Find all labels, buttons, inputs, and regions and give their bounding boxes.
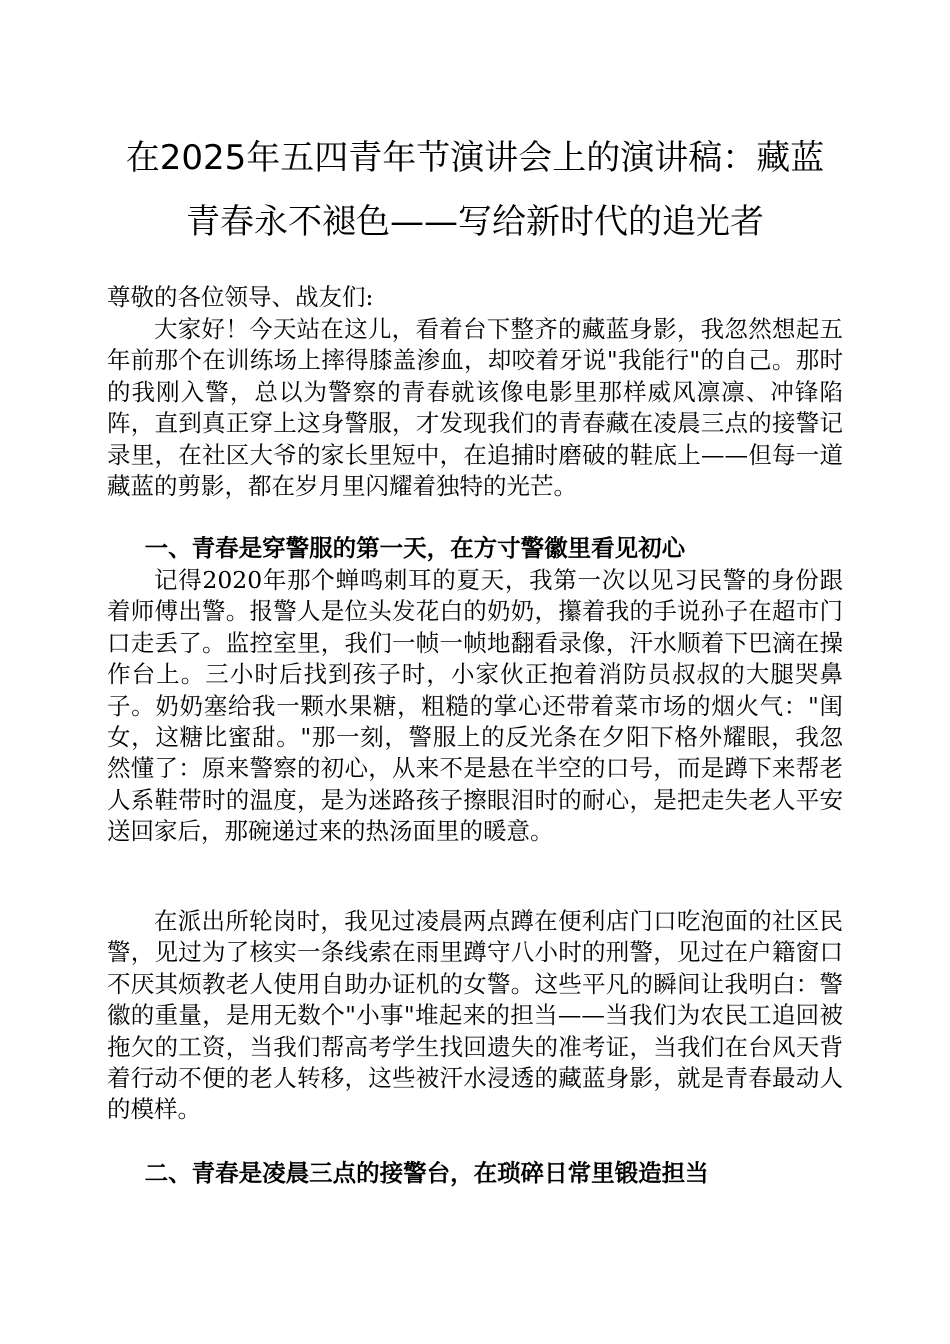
document-title-line-2: 青春永不褪色——写给新时代的追光者 xyxy=(186,202,764,242)
section1-paragraph-2: 在派出所轮岗时，我见过凌晨两点蹲在便利店门口吃泡面的社区民警，见过为了核实一条线索在雨里蹲守八小时的刑警，见过在户籍窗口不厌其烦教老人使用自助办证机的女警。这些平凡的瞬间让我明白：警徽的重量，是用无数个"小事"堆起来的担当——当我们为农民工追回被拖欠的工资，当我们帮高考学生找回遗失的准考证，当我们在台风天背着行动不便的老人转移，这些被汗水浸透的藏蓝身影，就是青春最动人的模样。 xyxy=(107,907,843,1124)
section-heading-1: 一、青春是穿警服的第一天，在方寸警徽里看见初心 xyxy=(144,534,686,562)
intro-paragraph: 大家好！今天站在这儿，看着台下整齐的藏蓝身影，我忽然想起五年前那个在训练场上摔得膝盖渗血，却咬着牙说"我能行"的自己。那时的我刚入警，总以为警察的青春就该像电影里那样威风凛凛、冲锋陷阵，直到真正穿上这身警服，才发现我们的青春藏在凌晨三点的接警记录里，在社区大爷的家长里短中，在追捕时磨破的鞋底上——但每一道藏蓝的剪影，都在岁月里闪耀着独特的光芒。 xyxy=(107,315,843,501)
section1-paragraph-1: 记得2020年那个蝉鸣刺耳的夏天，我第一次以见习民警的身份跟着师傅出警。报警人是位头发花白的奶奶，攥着我的手说孙子在超市门口走丢了。监控室里，我们一帧一帧地翻看录像，汗水顺着下巴滴在操作台上。三小时后找到孩子时，小家伙正抱着消防员叔叔的大腿哭鼻子。奶奶塞给我一颗水果糖，粗糙的掌心还带着菜市场的烟火气："闺女，这糖比蜜甜。"那一刻，警服上的反光条在夕阳下格外耀眼，我忽然懂了：原来警察的初心，从来不是悬在半空的口号，而是蹲下来帮老人系鞋带时的温度，是为迷路孩子擦眼泪时的耐心，是把走失老人平安送回家后，那碗递过来的热汤面里的暖意。 xyxy=(107,566,843,846)
section-heading-2: 二、青春是凌晨三点的接警台，在琐碎日常里锻造担当 xyxy=(144,1159,709,1187)
document-title-line-1: 在2025年五四青年节演讲会上的演讲稿：藏蓝 xyxy=(125,138,825,178)
salutation: 尊敬的各位领导、战友们: xyxy=(107,283,374,311)
